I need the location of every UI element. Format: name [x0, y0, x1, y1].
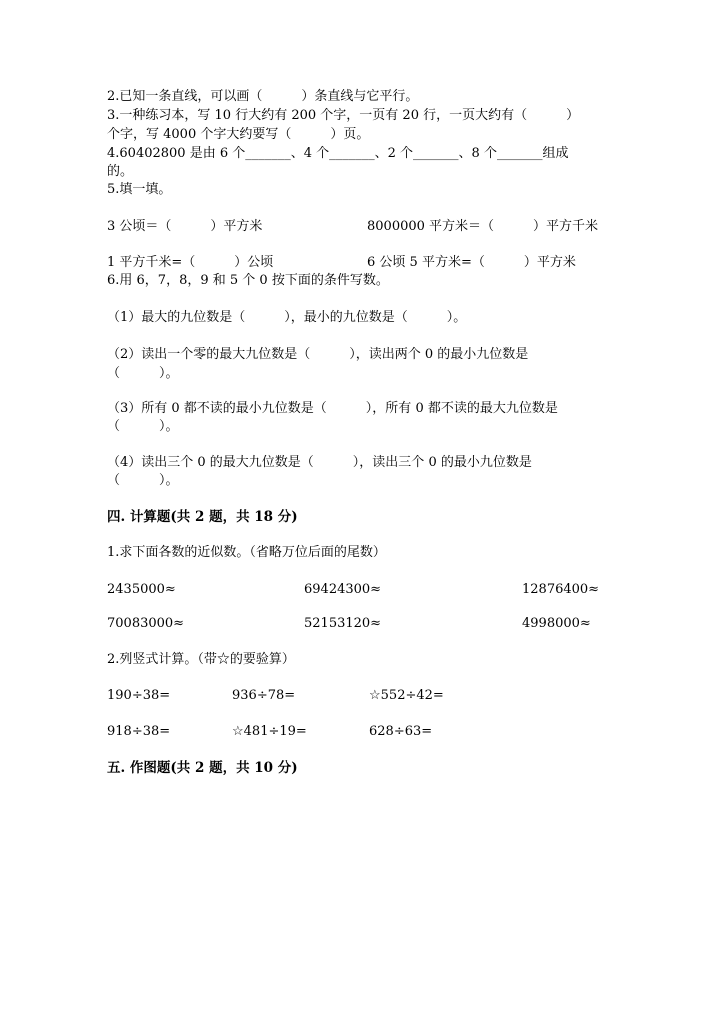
- question-3-line-1: 3.一种练习本，写 10 行大约有 200 个字，一页有 20 行，一页大约有（ ）: [107, 108, 580, 123]
- q6-sub-3-line-2: （ ）。: [107, 419, 179, 434]
- calc-item: 918÷38=: [107, 724, 171, 739]
- section-4-heading: 四. 计算题(共 2 题，共 18 分): [107, 509, 298, 525]
- section-4-question-2: 2.列竖式计算。（带☆的要验算）: [107, 652, 295, 667]
- q6-sub-4-line-2: （ ）。: [107, 473, 179, 488]
- calc-item: ☆481÷19=: [232, 724, 307, 739]
- q5-item-c: 1 平方千米=（ ）公顷: [107, 255, 274, 270]
- calc-item: ☆552÷42=: [369, 688, 444, 703]
- approx-item: 12876400≈: [522, 582, 600, 597]
- q5-item-a: 3 公顷＝（ ）平方米: [107, 219, 263, 234]
- question-4-line-1: 4.60402800 是由 6 个_______、4 个_______、2 个_______、8 个_______组成: [107, 146, 569, 161]
- question-4-line-2: 的。: [107, 164, 134, 179]
- question-3-line-2: 个字，写 4000 个字大约要写（ ）页。: [107, 127, 370, 142]
- approx-item: 52153120≈: [304, 616, 382, 631]
- calc-item: 190÷38=: [107, 688, 171, 703]
- approx-item: 2435000≈: [107, 582, 176, 597]
- q6-sub-1: （1）最大的九位数是（ ），最小的九位数是（ ）。: [107, 310, 467, 325]
- calc-item: 628÷63=: [369, 724, 433, 739]
- q6-sub-4-line-1: （4）读出三个 0 的最大九位数是（ ），读出三个 0 的最小九位数是: [107, 455, 532, 470]
- approx-item: 69424300≈: [304, 582, 382, 597]
- q6-sub-2-line-2: （ ）。: [107, 366, 179, 381]
- question-6: 6.用 6，7，8，9 和 5 个 0 按下面的条件写数。: [107, 273, 389, 288]
- question-2: 2.已知一条直线，可以画（ ）条直线与它平行。: [107, 89, 419, 104]
- q6-sub-2-line-1: （2）读出一个零的最大九位数是（ ），读出两个 0 的最小九位数是: [107, 347, 529, 362]
- approx-item: 4998000≈: [522, 616, 591, 631]
- q5-item-d: 6 公顷 5 平方米=（ ）平方米: [367, 255, 576, 270]
- question-5: 5.填一填。: [107, 182, 172, 197]
- q5-item-b: 8000000 平方米＝（ ）平方千米: [367, 219, 599, 234]
- section-5-heading: 五. 作图题(共 2 题，共 10 分): [107, 760, 298, 776]
- calc-item: 936÷78=: [232, 688, 296, 703]
- q6-sub-3-line-1: （3）所有 0 都不读的最小九位数是（ ），所有 0 都不读的最大九位数是: [107, 401, 558, 416]
- section-4-question-1: 1.求下面各数的近似数。（省略万位后面的尾数）: [107, 545, 386, 560]
- approx-item: 70083000≈: [107, 616, 185, 631]
